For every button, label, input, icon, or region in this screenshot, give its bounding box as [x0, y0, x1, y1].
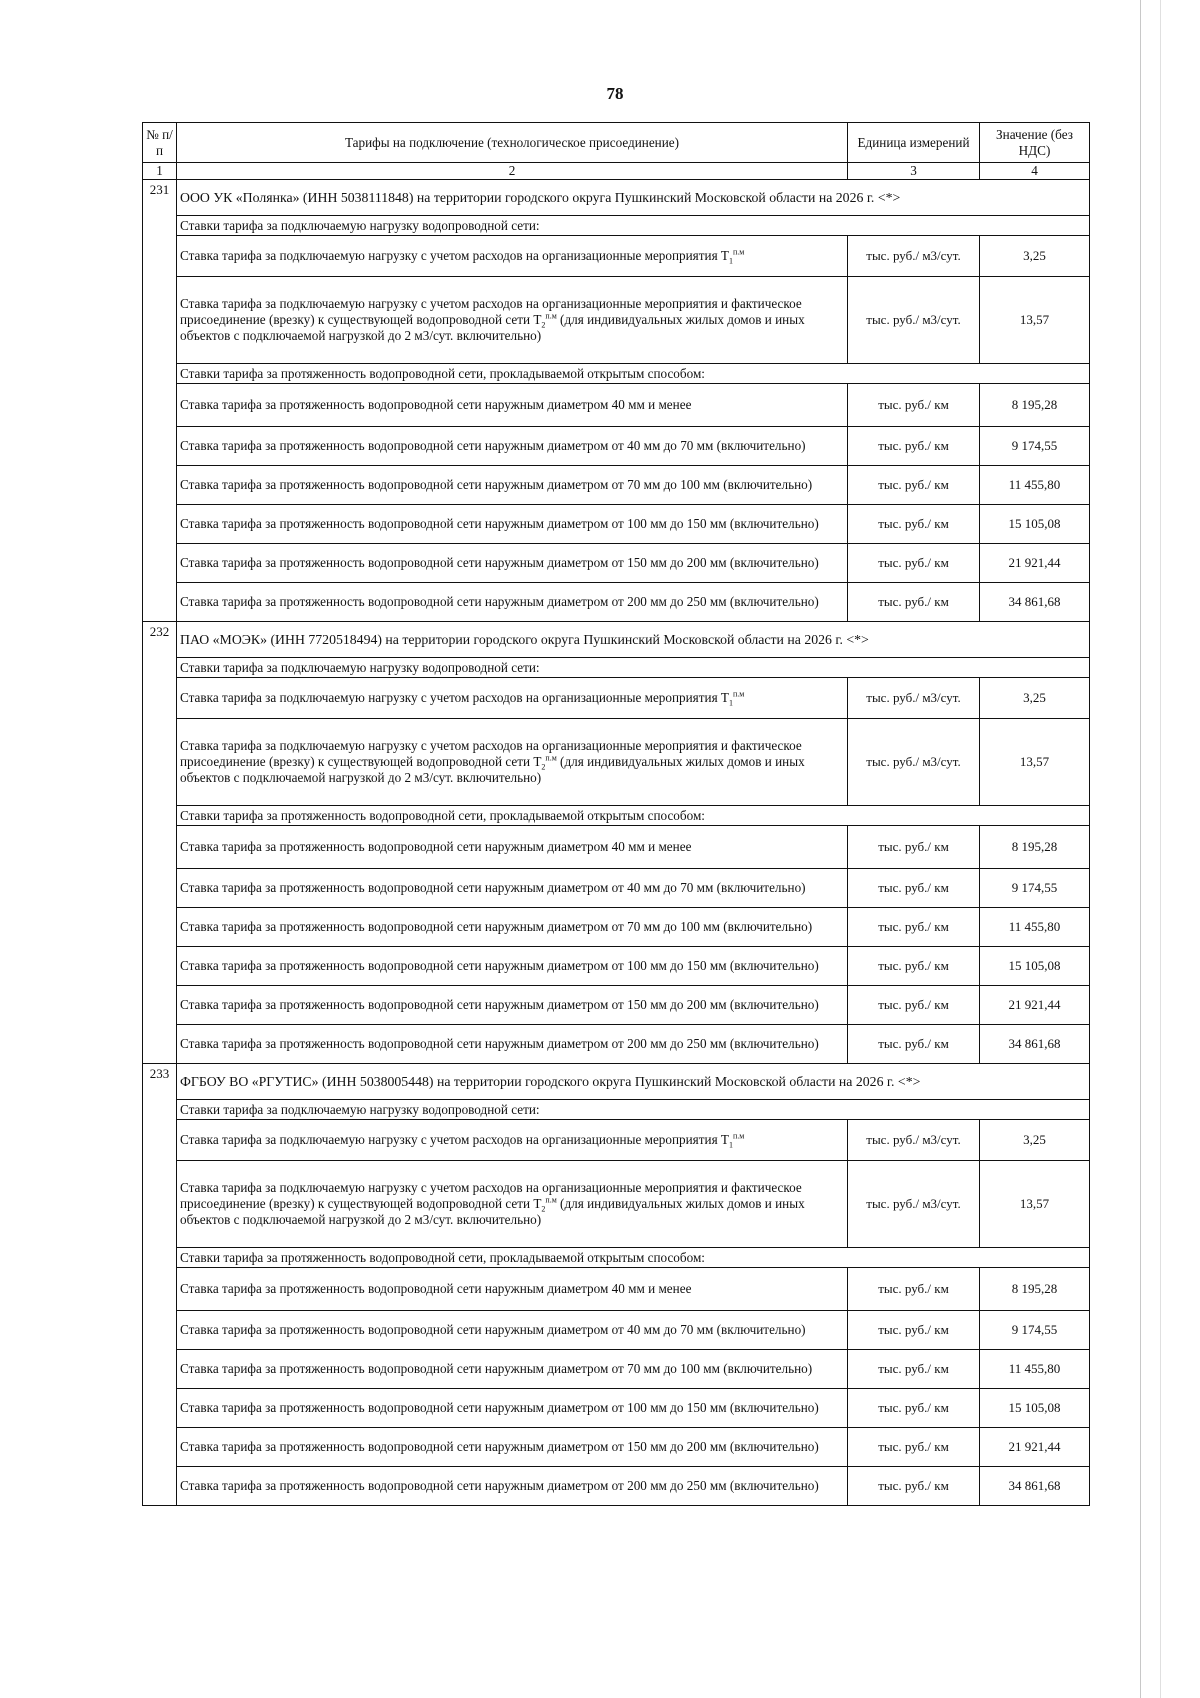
table-row: [143, 986, 1090, 1025]
rate-value: 15 105,08: [980, 505, 1090, 544]
header-unit: Единица измерений: [848, 123, 980, 163]
table-row: [143, 1120, 1090, 1161]
rate-description: Ставка тарифа за протяженность водопроводной сети наружным диаметром от 100 мм до 150 мм (включительно): [177, 947, 848, 986]
rate-description: Ставка тарифа за протяженность водопроводной сети наружным диаметром от 70 мм до 100 мм (включительно): [177, 466, 848, 505]
rate-description: Ставка тарифа за протяженность водопроводной сети наружным диаметром 40 мм и менее: [177, 1268, 848, 1311]
rate-description: Ставка тарифа за протяженность водопроводной сети наружным диаметром от 40 мм до 70 мм (включительно): [177, 427, 848, 466]
rate-description: Ставка тарифа за протяженность водопроводной сети наружным диаметром от 150 мм до 200 мм (включительно): [177, 1428, 848, 1467]
rate-symbol-subscript: 1: [729, 698, 733, 708]
section-number: 231: [143, 180, 177, 622]
column-number: 3: [848, 163, 980, 180]
table-row: [143, 583, 1090, 622]
rate-description: Ставка тарифа за протяженность водопроводной сети наружным диаметром от 40 мм до 70 мм (включительно): [177, 1311, 848, 1350]
length-group-row: [143, 364, 1090, 384]
rate-unit: тыс. руб./ км: [848, 826, 980, 869]
rate-description-text: Ставка тарифа за подключаемую нагрузку с учетом расходов на организационные мероприятия T: [180, 1132, 729, 1147]
rate-unit: тыс. руб./ км: [848, 986, 980, 1025]
table-body: [143, 180, 1090, 1506]
rate-unit: тыс. руб./ м3/сут.: [848, 236, 980, 277]
rate-value: 9 174,55: [980, 869, 1090, 908]
table-row: [143, 384, 1090, 427]
rate-description: Ставка тарифа за протяженность водопроводной сети наружным диаметром от 200 мм до 250 мм (включительно): [177, 583, 848, 622]
table-row: [143, 908, 1090, 947]
rate-description: [177, 236, 848, 277]
rate-value: 21 921,44: [980, 544, 1090, 583]
rate-symbol-superscript: п.м: [733, 247, 745, 257]
rate-description: [177, 1161, 848, 1248]
rate-value: 3,25: [980, 236, 1090, 277]
rate-value: 13,57: [980, 719, 1090, 806]
rate-unit: тыс. руб./ км: [848, 908, 980, 947]
length-group-title: Ставки тарифа за протяженность водопроводной сети, прокладываемой открытым способом:: [177, 364, 1090, 384]
rate-value: 15 105,08: [980, 1389, 1090, 1428]
rate-unit: тыс. руб./ м3/сут.: [848, 678, 980, 719]
rate-unit: тыс. руб./ км: [848, 869, 980, 908]
organization-row: [143, 622, 1090, 658]
rate-symbol-subscript: 1: [729, 256, 733, 266]
rate-description: Ставка тарифа за протяженность водопроводной сети наружным диаметром от 70 мм до 100 мм (включительно): [177, 1350, 848, 1389]
rate-value: 3,25: [980, 678, 1090, 719]
rate-description: Ставка тарифа за протяженность водопроводной сети наружным диаметром от 100 мм до 150 мм (включительно): [177, 1389, 848, 1428]
rate-description: Ставка тарифа за протяженность водопроводной сети наружным диаметром от 70 мм до 100 мм (включительно): [177, 908, 848, 947]
column-number: 4: [980, 163, 1090, 180]
rate-value: 9 174,55: [980, 427, 1090, 466]
section-number: 233: [143, 1064, 177, 1506]
rate-symbol-subscript: 2: [541, 1204, 546, 1214]
table-row: [143, 505, 1090, 544]
rate-unit: тыс. руб./ м3/сут.: [848, 277, 980, 364]
rate-value: 34 861,68: [980, 583, 1090, 622]
organization-row: [143, 180, 1090, 216]
rate-description-tail: (для индивидуальных жилых домов и иных объектов с подключаемой нагрузкой до 2 м3/сут. включительно): [180, 312, 805, 343]
load-group-title: Ставки тарифа за подключаемую нагрузку водопроводной сети:: [177, 216, 1090, 236]
organization-title: ООО УК «Полянка» (ИНН 5038111848) на территории городского округа Пушкинский Московской области на 2026 г. <*>: [177, 180, 1090, 216]
scan-edge-line-secondary: [1160, 0, 1161, 1698]
rate-value: 8 195,28: [980, 1268, 1090, 1311]
load-group-row: [143, 658, 1090, 678]
rate-unit: тыс. руб./ км: [848, 544, 980, 583]
length-group-title: Ставки тарифа за протяженность водопроводной сети, прокладываемой открытым способом:: [177, 1248, 1090, 1268]
rate-description-tail: (для индивидуальных жилых домов и иных объектов с подключаемой нагрузкой до 2 м3/сут. включительно): [180, 754, 805, 785]
rate-value: 34 861,68: [980, 1467, 1090, 1506]
rate-value: 8 195,28: [980, 826, 1090, 869]
table-row: [143, 1311, 1090, 1350]
rate-value: 15 105,08: [980, 947, 1090, 986]
header-row-number: № п/п: [143, 123, 177, 163]
rate-description: Ставка тарифа за протяженность водопроводной сети наружным диаметром от 40 мм до 70 мм (включительно): [177, 869, 848, 908]
rate-unit: тыс. руб./ км: [848, 466, 980, 505]
rate-value: 34 861,68: [980, 1025, 1090, 1064]
rate-value: 8 195,28: [980, 384, 1090, 427]
load-group-title: Ставки тарифа за подключаемую нагрузку водопроводной сети:: [177, 1100, 1090, 1120]
organization-row: [143, 1064, 1090, 1100]
table-row: [143, 466, 1090, 505]
rate-unit: тыс. руб./ м3/сут.: [848, 1120, 980, 1161]
table-row: [143, 826, 1090, 869]
length-group-row: [143, 806, 1090, 826]
rate-description-tail: (для индивидуальных жилых домов и иных объектов с подключаемой нагрузкой до 2 м3/сут. включительно): [180, 1196, 805, 1227]
rate-unit: тыс. руб./ км: [848, 1467, 980, 1506]
rate-description: Ставка тарифа за протяженность водопроводной сети наружным диаметром 40 мм и менее: [177, 384, 848, 427]
rate-unit: тыс. руб./ км: [848, 1428, 980, 1467]
rate-unit: тыс. руб./ км: [848, 427, 980, 466]
rate-value: 13,57: [980, 1161, 1090, 1248]
tariff-table: [142, 122, 1090, 1506]
column-number: 2: [177, 163, 848, 180]
rate-value: 3,25: [980, 1120, 1090, 1161]
load-group-row: [143, 216, 1090, 236]
table-row: [143, 1350, 1090, 1389]
rate-unit: тыс. руб./ км: [848, 947, 980, 986]
rate-value: 11 455,80: [980, 466, 1090, 505]
page-number: 78: [606, 84, 624, 103]
table-row: [143, 1467, 1090, 1506]
rate-symbol-superscript: п.м: [733, 689, 745, 699]
rate-description: Ставка тарифа за протяженность водопроводной сети наружным диаметром от 100 мм до 150 мм (включительно): [177, 505, 848, 544]
table-row: [143, 1389, 1090, 1428]
rate-value: 21 921,44: [980, 986, 1090, 1025]
rate-description: [177, 678, 848, 719]
rate-description: Ставка тарифа за протяженность водопроводной сети наружным диаметром от 200 мм до 250 мм (включительно): [177, 1025, 848, 1064]
rate-description: Ставка тарифа за протяженность водопроводной сети наружным диаметром от 200 мм до 250 мм (включительно): [177, 1467, 848, 1506]
header-tariff: Тарифы на подключение (технологическое присоединение): [177, 123, 848, 163]
rate-description-text: Ставка тарифа за подключаемую нагрузку с учетом расходов на организационные мероприятия T: [180, 248, 729, 263]
section-number: 232: [143, 622, 177, 1064]
table-row: [143, 719, 1090, 806]
organization-title: ПАО «МОЭК» (ИНН 7720518494) на территории городского округа Пушкинский Московской области на 2026 г. <*>: [177, 622, 1090, 658]
rate-symbol-superscript: п.м: [545, 753, 557, 763]
rate-value: 11 455,80: [980, 1350, 1090, 1389]
rate-value: 9 174,55: [980, 1311, 1090, 1350]
table-row: [143, 427, 1090, 466]
load-group-title: Ставки тарифа за подключаемую нагрузку водопроводной сети:: [177, 658, 1090, 678]
rate-description-text: Ставка тарифа за подключаемую нагрузку с учетом расходов на организационные мероприятия и фактическое присоединение (врезку) к существующей водопроводной сети T: [180, 296, 802, 327]
table-row: [143, 869, 1090, 908]
load-group-row: [143, 1100, 1090, 1120]
rate-unit: тыс. руб./ м3/сут.: [848, 719, 980, 806]
table-row: [143, 1268, 1090, 1311]
rate-symbol-subscript: 2: [541, 762, 546, 772]
rate-description-text: Ставка тарифа за подключаемую нагрузку с учетом расходов на организационные мероприятия и фактическое присоединение (врезку) к существующей водопроводной сети T: [180, 1180, 802, 1211]
table-row: [143, 277, 1090, 364]
rate-description: Ставка тарифа за протяженность водопроводной сети наружным диаметром от 150 мм до 200 мм (включительно): [177, 544, 848, 583]
length-group-title: Ставки тарифа за протяженность водопроводной сети, прокладываемой открытым способом:: [177, 806, 1090, 826]
rate-description: [177, 719, 848, 806]
table-row: [143, 1025, 1090, 1064]
table-row: [143, 1428, 1090, 1467]
length-group-row: [143, 1248, 1090, 1268]
rate-unit: тыс. руб./ м3/сут.: [848, 1161, 980, 1248]
rate-unit: тыс. руб./ км: [848, 384, 980, 427]
rate-description: [177, 277, 848, 364]
rate-unit: тыс. руб./ км: [848, 1311, 980, 1350]
rate-description-text: Ставка тарифа за подключаемую нагрузку с учетом расходов на организационные мероприятия и фактическое присоединение (врезку) к существующей водопроводной сети T: [180, 738, 802, 769]
column-number: 1: [143, 163, 177, 180]
table-row: [143, 678, 1090, 719]
rate-description-text: Ставка тарифа за подключаемую нагрузку с учетом расходов на организационные мероприятия T: [180, 690, 729, 705]
column-number-row: [143, 163, 1090, 180]
rate-symbol-subscript: 1: [729, 1140, 733, 1150]
rate-unit: тыс. руб./ км: [848, 1389, 980, 1428]
table-row: [143, 236, 1090, 277]
rate-value: 13,57: [980, 277, 1090, 364]
rate-unit: тыс. руб./ км: [848, 1268, 980, 1311]
rate-unit: тыс. руб./ км: [848, 505, 980, 544]
scan-edge-line: [1140, 0, 1141, 1698]
rate-value: 21 921,44: [980, 1428, 1090, 1467]
rate-unit: тыс. руб./ км: [848, 1350, 980, 1389]
header-value: Значение (без НДС): [980, 123, 1090, 163]
rate-symbol-superscript: п.м: [733, 1131, 745, 1141]
rate-description: Ставка тарифа за протяженность водопроводной сети наружным диаметром от 150 мм до 200 мм (включительно): [177, 986, 848, 1025]
rate-unit: тыс. руб./ км: [848, 583, 980, 622]
table-row: [143, 1161, 1090, 1248]
rate-symbol-subscript: 2: [541, 320, 546, 330]
organization-title: ФГБОУ ВО «РГУТИС» (ИНН 5038005448) на территории городского округа Пушкинский Московской области на 2026 г. <*>: [177, 1064, 1090, 1100]
rate-value: 11 455,80: [980, 908, 1090, 947]
rate-description: Ставка тарифа за протяженность водопроводной сети наружным диаметром 40 мм и менее: [177, 826, 848, 869]
table-row: [143, 947, 1090, 986]
rate-unit: тыс. руб./ км: [848, 1025, 980, 1064]
table-header: [143, 123, 1090, 180]
rate-symbol-superscript: п.м: [545, 1195, 557, 1205]
table-row: [143, 544, 1090, 583]
rate-symbol-superscript: п.м: [545, 311, 557, 321]
rate-description: [177, 1120, 848, 1161]
